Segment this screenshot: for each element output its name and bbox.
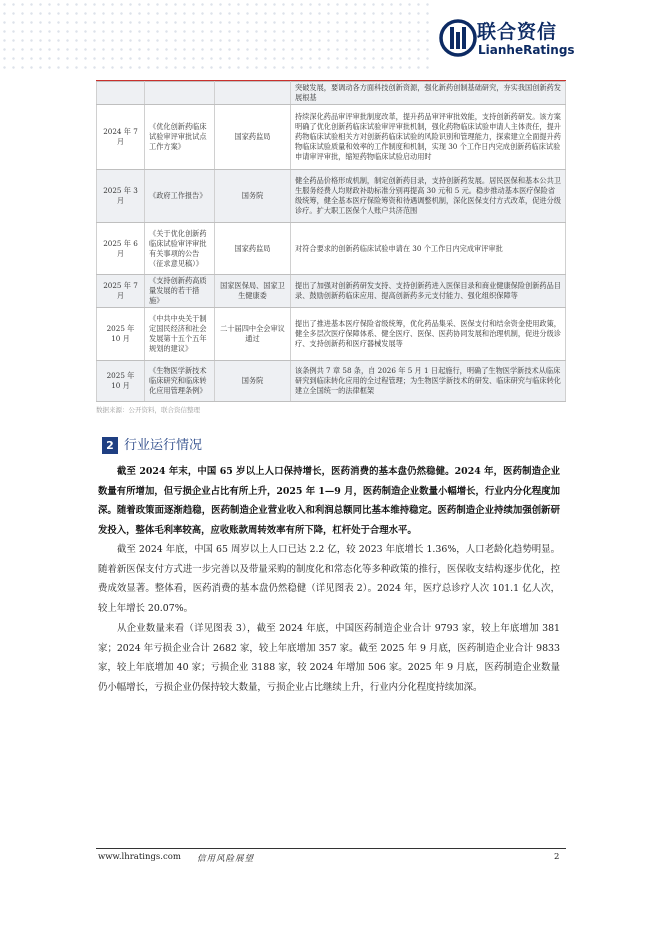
- footer-website-link[interactable]: www.lhratings.com: [98, 852, 181, 862]
- body-paragraph-1: 截至 2024 年底，中国 65 周岁以上人口已达 2.2 亿，较 2023 年底增长 1.36%，人口老龄化趋势明显。随着新医保支付方式进一步完善以及带量采购的制度化和常态化等多种政策的推行，医保收支结构逐步优化，控费成效显著。整体看，医药消费的基本盘仍然稳健（详见图表 2）。2024 年，医疗总诊疗人次 101.1 亿人次，较上年增长 20.07%。: [98, 544, 560, 614]
- cell-description: 持续深化药品审评审批制度改革，提升药品审评审批效能，支持创新药研发。该方案明确了优化创新药临床试验审评审批机制，强化药物临床试验申请人主体责任，提升药物临床试验相关方对创新药临床试验的风险识别和管理能力，探索建立全面提升药物临床试验质量和效率的工作制度和机制，实现 30 个工作日内完成创新药临床试验申请审评审批，缩短药物临床试验启动用时: [291, 105, 566, 170]
- table-row: [97, 82, 566, 105]
- table-row: [97, 308, 566, 361]
- cell-policy-name: 《生物医学新技术临床研究和临床转化应用管理条例》: [145, 361, 215, 402]
- cell-description: 提出了推进基本医疗保险省级统筹，优化药品集采、医保支付和结余资金使用政策，健全多层次医疗保障体系、健全医疗、医保、医药协同发展和治理机制，促进分级诊疗、支持创新药和医疗器械发展等: [291, 308, 566, 361]
- section-number-badge: 2: [102, 437, 118, 454]
- logo-text-cn: 联合资信: [477, 21, 558, 43]
- cell-date: 2025 年 3 月: [97, 170, 145, 223]
- footer-tagline: 信用风险展望: [197, 854, 255, 864]
- cell-policy-name: 《支持创新药高质量发展的若干措施》: [145, 275, 215, 308]
- table-row: [97, 361, 566, 402]
- cell-date: 2025 年 6 月: [97, 223, 145, 275]
- table-row: [97, 105, 566, 170]
- cell-policy-name: [145, 82, 215, 105]
- policy-table: [96, 81, 566, 402]
- cell-policy-name: 《政府工作报告》: [145, 170, 215, 223]
- cell-date: [97, 82, 145, 105]
- cell-description: 对符合要求的创新药临床试验申请在 30 个工作日内完成审评审批: [291, 223, 566, 275]
- cell-issuer: 国家药监局: [215, 223, 291, 275]
- cell-issuer: 国家药监局: [215, 105, 291, 170]
- logo-text-en: LianheRatings: [478, 43, 575, 57]
- summary-paragraph: 截至 2024 年末，中国 65 岁以上人口保持增长，医药消费的基本盘仍然稳健。2024 年，医药制造企业数量有所增加，但亏损企业占比有所上升，2025 年 1—9 月，医药制造企业数量小幅增长，行业内分化程度加深。随着政策面逐渐趋稳，医药制造企业营业收入和利润总额同比基本维持稳定。医药制造企业持续加强创新研发投入，整体毛利率较高，应收账款周转效率有所下降，杠杆处于合理水平。: [98, 466, 560, 536]
- cell-policy-name: 《优化创新药临床试验审评审批试点工作方案》: [145, 105, 215, 170]
- table-row: [97, 275, 566, 308]
- cell-issuer: [215, 82, 291, 105]
- cell-description: 健全药品价格形成机制，制定创新药目录，支持创新药发展。居民医保和基本公共卫生服务经费人均财政补助标准分别再提高 30 元和 5 元。稳步推动基本医疗保险省级统筹，健全基本医疗保险筹资和待遇调整机制，深化医保支付方式改革，促进分级诊疗。扩大职工医保个人账户共济范围: [291, 170, 566, 223]
- section-title: 行业运行情况: [124, 438, 203, 453]
- cell-policy-name: 《中共中央关于制定国民经济和社会发展第十五个五年规划的建议》: [145, 308, 215, 361]
- table-row: [97, 170, 566, 223]
- cell-issuer: 国家医保局、国家卫生健康委: [215, 275, 291, 308]
- page-number: 2: [554, 852, 560, 862]
- table-row: [97, 223, 566, 275]
- cell-date: 2025 年 7 月: [97, 275, 145, 308]
- cell-policy-name: 《关于优化创新药临床试验审评审批有关事项的公告（征求意见稿）》: [145, 223, 215, 275]
- cell-date: 2025 年 10 月: [97, 308, 145, 361]
- cell-issuer: 二十届四中全会审议通过: [215, 308, 291, 361]
- cell-description: 提出了加强对创新药研发支持、支持创新药进入医保目录和商业健康保险创新药品目录、鼓励创新药临床应用、提高创新药多元支付能力、强化组织保障等: [291, 275, 566, 308]
- cell-issuer: 国务院: [215, 361, 291, 402]
- cell-date: 2024 年 7 月: [97, 105, 145, 170]
- table-source-note: 数据来源：公开资料，联合资信整理: [96, 406, 200, 414]
- footer-rule: [96, 848, 566, 849]
- body-paragraph-2: 从企业数量来看（详见图表 3），截至 2024 年底，中国医药制造企业合计 9793 家，较上年底增加 381 家；2024 年亏损企业合计 2682 家，较上年底增加 357 家。截至 2025 年 9 月底，医药制造企业合计 9833 家，较上年底增加 40 家；亏损企业 3188 家，较 2024 年增加 506 家。2025 年 9 月底，医药制造企业数量仍小幅增长，亏损企业仍保持较大数量，亏损企业占比继续上升，行业内分化程度持续加深。: [98, 623, 560, 693]
- cell-date: 2025 年 10 月: [97, 361, 145, 402]
- cell-issuer: 国务院: [215, 170, 291, 223]
- header-dot-pattern: [0, 0, 430, 72]
- cell-description: 该条例共 7 章 58 条，自 2026 年 5 月 1 日起施行，明确了生物医学新技术从临床研究到临床转化应用的全过程管理；为生物医学新技术的研发、临床研究与临床转化建立全国统一的法律框架: [291, 361, 566, 402]
- cell-description: 突破发展，要调动各方面科技创新资源，强化新药创制基础研究，夯实我国创新药发展根基: [291, 82, 566, 105]
